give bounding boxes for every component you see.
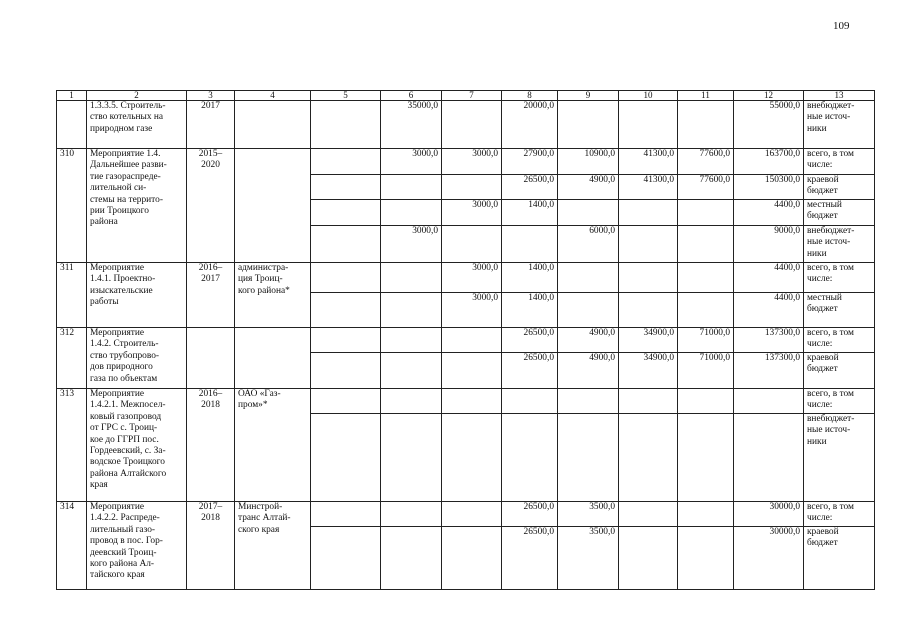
cell-c7: 3000,0 [442, 200, 502, 226]
cell-c11 [678, 527, 734, 590]
cell-c9 [558, 263, 619, 293]
cell-c10: 34900,0 [619, 353, 678, 389]
row-number: 312 [57, 328, 87, 389]
cell-c8: 27900,0 [502, 149, 558, 175]
funding-source: всего, в том числе: [804, 149, 875, 175]
table-row [57, 149, 875, 175]
header-cell: 3 [187, 91, 235, 101]
funding-source: краевой бюджет [804, 175, 875, 200]
executor [235, 328, 311, 389]
header-cell: 9 [558, 91, 619, 101]
header-cell: 2 [87, 91, 187, 101]
funding-source: внебюджет- ные источ- ники [804, 226, 875, 263]
period: 2017 [187, 101, 235, 149]
cell-c7 [442, 414, 502, 502]
funding-source: всего, в том числе: [804, 389, 875, 414]
cell-c11 [678, 101, 734, 149]
measure-name: Мероприятие 1.4.2. Строитель- ство трубопрово- дов природного газа по объектам [87, 328, 187, 389]
cell-c12: 137300,0 [734, 328, 804, 353]
cell-c9 [558, 101, 619, 149]
header-cell: 13 [804, 91, 875, 101]
cell-c12: 9000,0 [734, 226, 804, 263]
cell-c8: 26500,0 [502, 353, 558, 389]
funding-source: краевой бюджет [804, 353, 875, 389]
cell-c10: 34900,0 [619, 328, 678, 353]
cell-c10 [619, 389, 678, 414]
cell-c5 [311, 226, 381, 263]
cell-c8 [502, 389, 558, 414]
table-row [57, 263, 875, 293]
table-row [57, 328, 875, 353]
table-row [57, 389, 875, 414]
cell-c7 [442, 328, 502, 353]
table-row [57, 502, 875, 527]
cell-c11 [678, 414, 734, 502]
cell-c6 [381, 175, 442, 200]
funding-source: местный бюджет [804, 200, 875, 226]
cell-c8: 1400,0 [502, 263, 558, 293]
cell-c12: 150300,0 [734, 175, 804, 200]
cell-c6 [381, 263, 442, 293]
cell-c7 [442, 175, 502, 200]
measure-name: Мероприятие 1.4.2.2. Распреде- лительный газо- провод в пос. Гор- деевский Троиц- кого района Ал- тайского края [87, 502, 187, 590]
cell-c9: 3500,0 [558, 502, 619, 527]
cell-c6 [381, 200, 442, 226]
cell-c8 [502, 414, 558, 502]
cell-c9: 4900,0 [558, 328, 619, 353]
cell-c7 [442, 226, 502, 263]
cell-c9: 4900,0 [558, 175, 619, 200]
funding-source: внебюджет- ные источ- ники [804, 101, 875, 149]
cell-c12: 30000,0 [734, 527, 804, 590]
funding-source: внебюджет- ные источ- ники [804, 414, 875, 502]
cell-c7 [442, 353, 502, 389]
cell-c5 [311, 101, 381, 149]
cell-c8: 26500,0 [502, 502, 558, 527]
row-number: 313 [57, 389, 87, 502]
cell-c11 [678, 389, 734, 414]
cell-c8 [502, 226, 558, 263]
period: 2016– 2017 [187, 263, 235, 328]
cell-c12: 4400,0 [734, 200, 804, 226]
row-number [57, 101, 87, 149]
row-number: 314 [57, 502, 87, 590]
cell-c11: 77600,0 [678, 175, 734, 200]
period: 2017– 2018 [187, 502, 235, 590]
cell-c7: 3000,0 [442, 263, 502, 293]
cell-c9: 10900,0 [558, 149, 619, 175]
cell-c8: 20000,0 [502, 101, 558, 149]
cell-c6 [381, 389, 442, 414]
cell-c8: 1400,0 [502, 200, 558, 226]
header-row [57, 91, 875, 101]
cell-c10 [619, 502, 678, 527]
funding-source: местный бюджет [804, 293, 875, 328]
period: 2016– 2018 [187, 389, 235, 502]
funding-source: всего, в том числе: [804, 328, 875, 353]
executor: Минстрой- транс Алтай- ского края [235, 502, 311, 590]
cell-c7: 3000,0 [442, 293, 502, 328]
cell-c6: 3000,0 [381, 226, 442, 263]
cell-c10: 41300,0 [619, 175, 678, 200]
funding-source: всего, в том числе: [804, 502, 875, 527]
cell-c7 [442, 101, 502, 149]
header-cell: 10 [619, 91, 678, 101]
cell-c5 [311, 527, 381, 590]
cell-c11 [678, 226, 734, 263]
cell-c7 [442, 527, 502, 590]
cell-c8: 26500,0 [502, 175, 558, 200]
cell-c8: 1400,0 [502, 293, 558, 328]
header-cell: 6 [381, 91, 442, 101]
cell-c11: 71000,0 [678, 353, 734, 389]
period: 2015– 2020 [187, 149, 235, 263]
measure-name: 1.3.3.5. Строитель- ство котельных на природном газе [87, 101, 187, 149]
cell-c5 [311, 353, 381, 389]
cell-c5 [311, 502, 381, 527]
cell-c10 [619, 414, 678, 502]
cell-c6: 35000,0 [381, 101, 442, 149]
funding-source: краевой бюджет [804, 527, 875, 590]
cell-c6: 3000,0 [381, 149, 442, 175]
cell-c10 [619, 293, 678, 328]
cell-c6 [381, 527, 442, 590]
cell-c11 [678, 293, 734, 328]
cell-c11 [678, 263, 734, 293]
cell-c6 [381, 353, 442, 389]
cell-c12: 4400,0 [734, 293, 804, 328]
cell-c5 [311, 389, 381, 414]
cell-c5 [311, 414, 381, 502]
cell-c8: 26500,0 [502, 527, 558, 590]
header-cell: 5 [311, 91, 381, 101]
executor [235, 149, 311, 263]
cell-c10 [619, 263, 678, 293]
cell-c5 [311, 200, 381, 226]
page-number: 109 [833, 20, 850, 32]
cell-c11 [678, 502, 734, 527]
cell-c5 [311, 328, 381, 353]
cell-c9 [558, 293, 619, 328]
cell-c5 [311, 175, 381, 200]
cell-c5 [311, 293, 381, 328]
cell-c12: 30000,0 [734, 502, 804, 527]
table-row [57, 101, 875, 149]
header-cell: 1 [57, 91, 87, 101]
cell-c7: 3000,0 [442, 149, 502, 175]
cell-c5 [311, 263, 381, 293]
cell-c8: 26500,0 [502, 328, 558, 353]
header-cell: 12 [734, 91, 804, 101]
cell-c12 [734, 389, 804, 414]
cell-c9 [558, 414, 619, 502]
cell-c6 [381, 328, 442, 353]
cell-c7 [442, 502, 502, 527]
cell-c7 [442, 389, 502, 414]
cell-c11: 71000,0 [678, 328, 734, 353]
measure-name: Мероприятие 1.4.2.1. Межпосел- ковый газопровод от ГРС с. Троиц- кое до ГГРП пос. Гордеевский, с. За- водское Троицкого района Алтайского края [87, 389, 187, 502]
cell-c12 [734, 414, 804, 502]
program-table [56, 90, 875, 590]
executor [235, 101, 311, 149]
cell-c10 [619, 527, 678, 590]
cell-c12: 163700,0 [734, 149, 804, 175]
cell-c12: 4400,0 [734, 263, 804, 293]
cell-c9 [558, 389, 619, 414]
cell-c9: 6000,0 [558, 226, 619, 263]
measure-name: Мероприятие 1.4. Дальнейшее разви- тие газораспреде- лительной си- стемы на террито- рии Троицкого района [87, 149, 187, 263]
cell-c6 [381, 293, 442, 328]
measure-name: Мероприятие 1.4.1. Проектно- изыскательские работы [87, 263, 187, 328]
header-cell: 11 [678, 91, 734, 101]
cell-c11 [678, 200, 734, 226]
cell-c10 [619, 101, 678, 149]
cell-c12: 137300,0 [734, 353, 804, 389]
executor: администра- ция Троиц- кого района* [235, 263, 311, 328]
cell-c10 [619, 200, 678, 226]
cell-c9 [558, 200, 619, 226]
period [187, 328, 235, 389]
row-number: 310 [57, 149, 87, 263]
cell-c11: 77600,0 [678, 149, 734, 175]
row-number: 311 [57, 263, 87, 328]
cell-c9: 3500,0 [558, 527, 619, 590]
executor: ОАО «Газ- пром»* [235, 389, 311, 502]
cell-c9: 4900,0 [558, 353, 619, 389]
cell-c6 [381, 414, 442, 502]
cell-c12: 55000,0 [734, 101, 804, 149]
cell-c10 [619, 226, 678, 263]
header-cell: 7 [442, 91, 502, 101]
cell-c5 [311, 149, 381, 175]
cell-c6 [381, 502, 442, 527]
header-cell: 8 [502, 91, 558, 101]
header-cell: 4 [235, 91, 311, 101]
cell-c10: 41300,0 [619, 149, 678, 175]
funding-source: всего, в том числе: [804, 263, 875, 293]
